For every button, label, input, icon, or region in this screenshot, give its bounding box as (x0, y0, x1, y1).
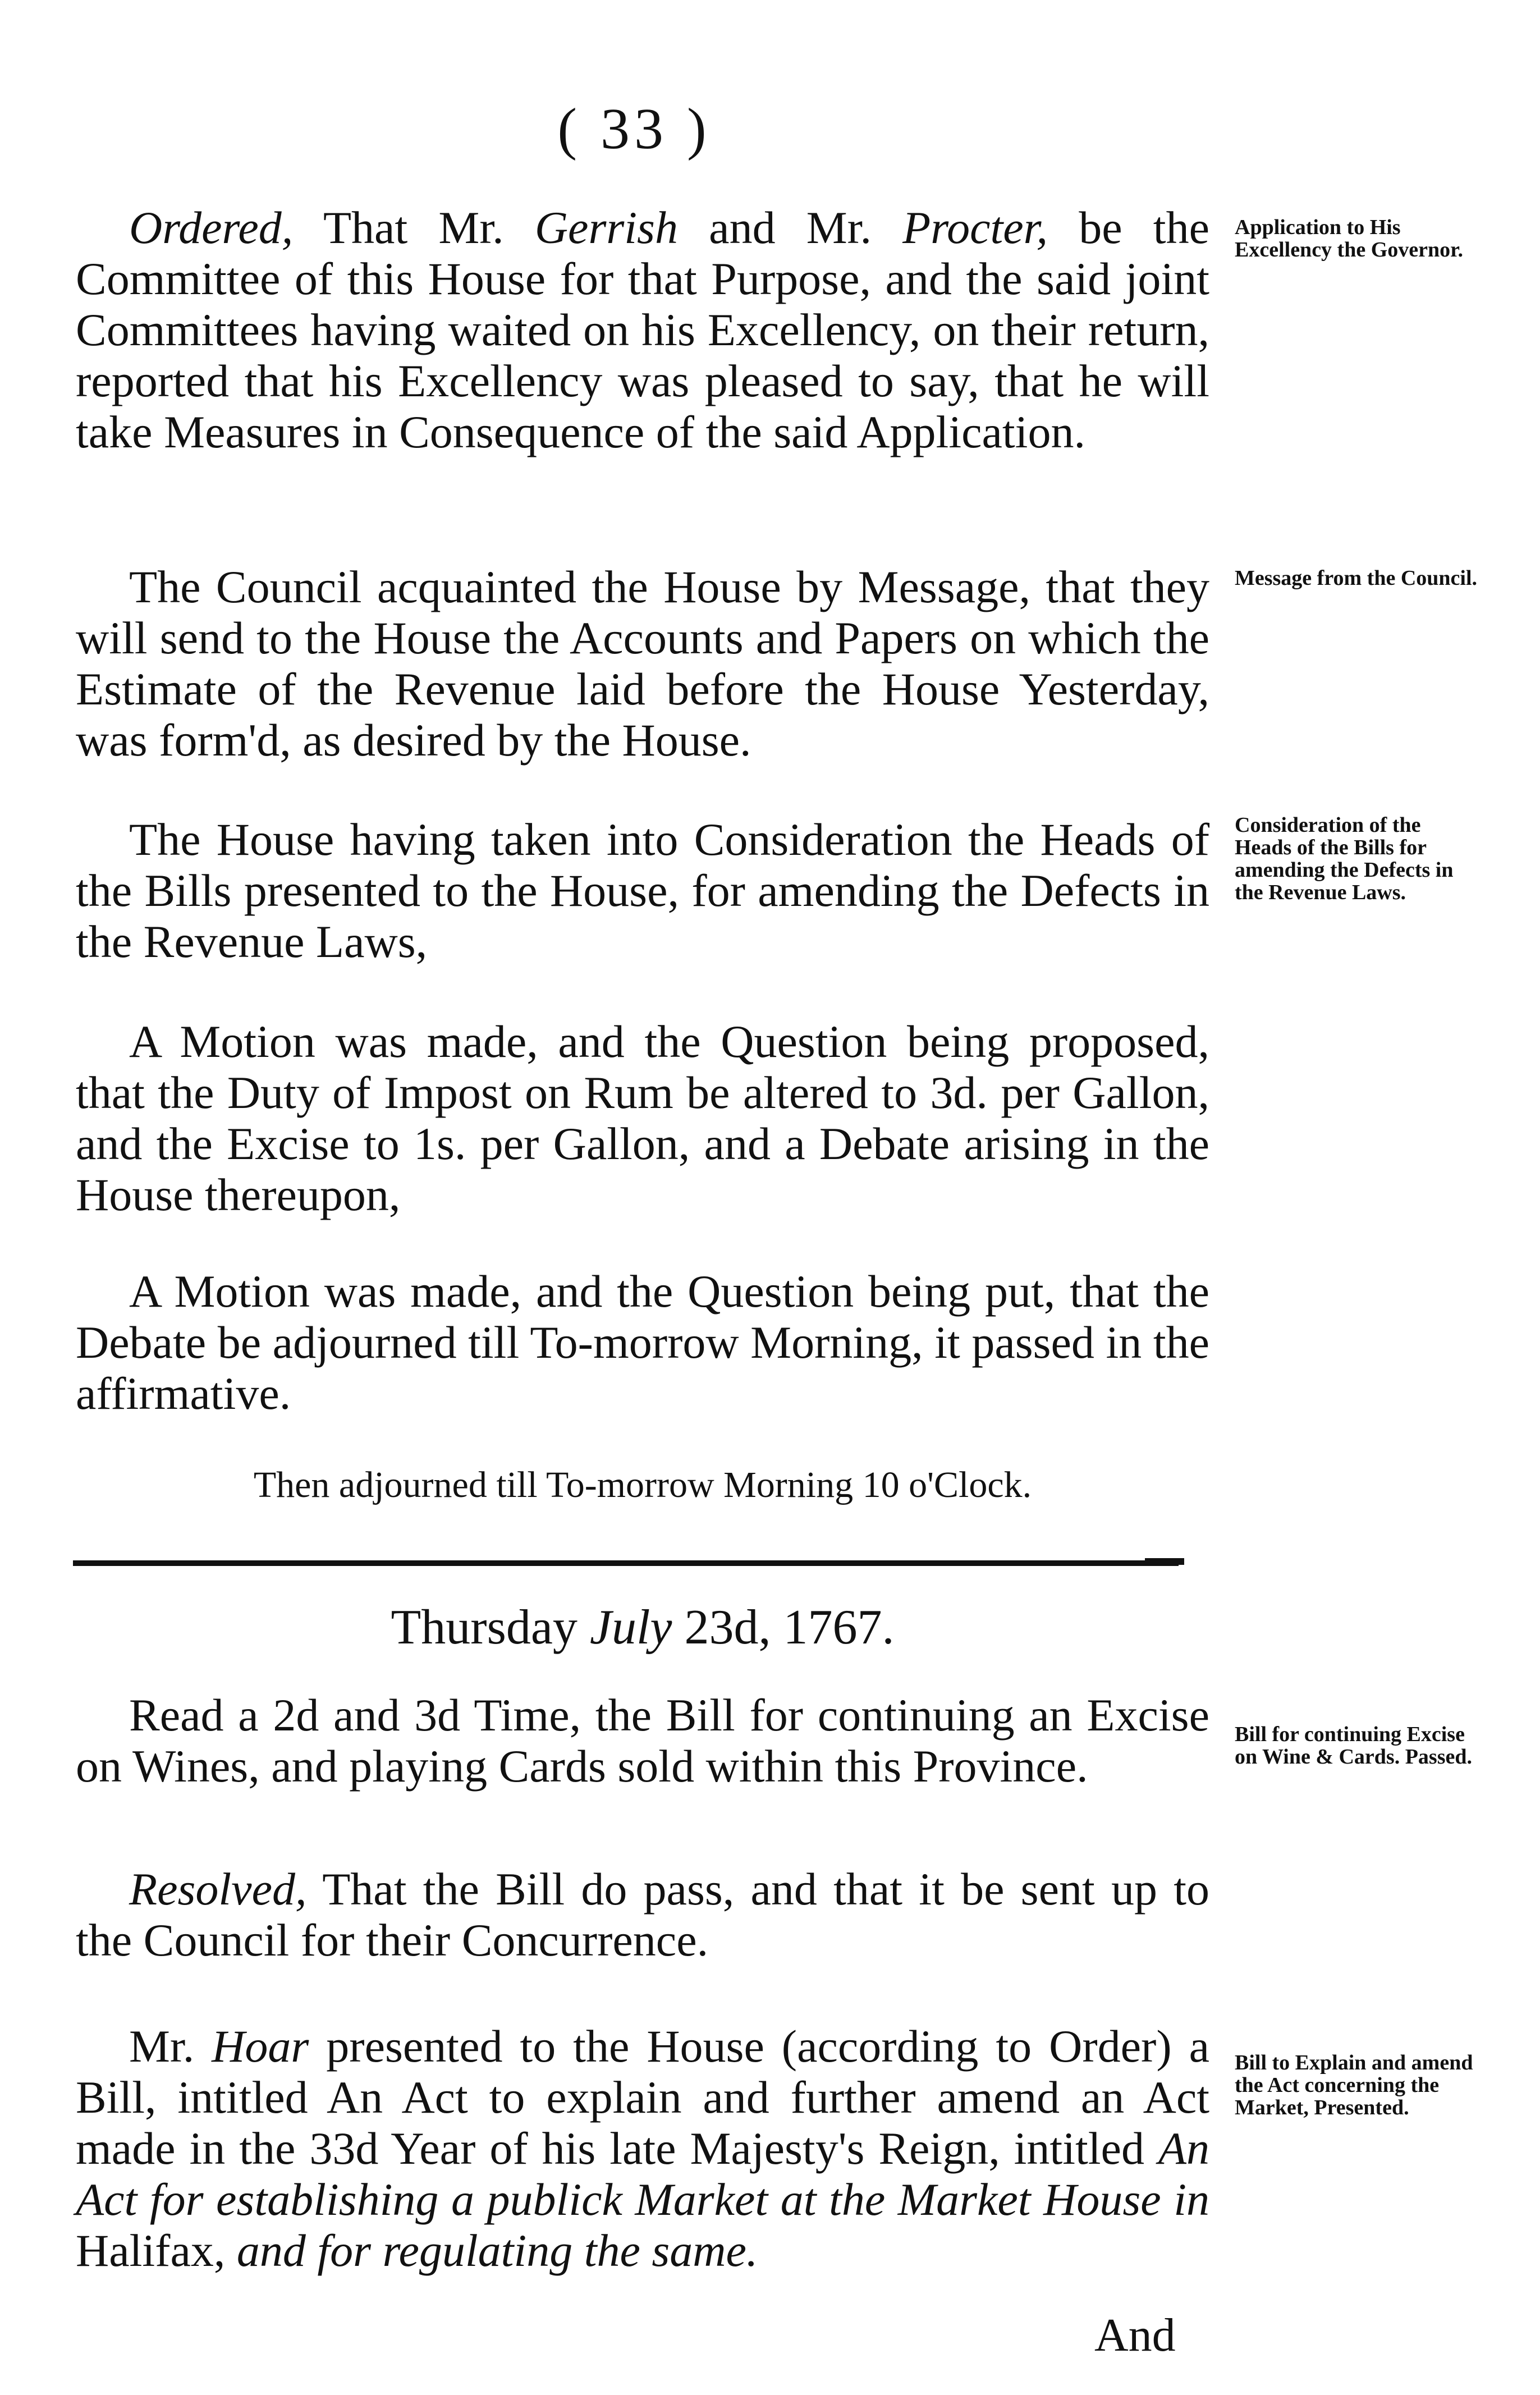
text-run: presented to the House (according to Order) a Bill, intitled An Act to explain and further amend an Act made in the 33d Year of his late Majesty's Reign, intitled (76, 2021, 1209, 2174)
margin-note-application: Application to His Excellency the Governor. (1235, 216, 1464, 262)
paragraph-text: Read a 2d and 3d Time, the Bill for continuing an Excise on Wines, and playing Cards sold within this Province. (76, 1689, 1209, 1792)
ordered-label: Ordered, (129, 202, 294, 253)
margin-note-consideration: Consideration of the Heads of the Bills for amending the Defects in the Revenue Laws. (1235, 813, 1454, 904)
text-run: That Mr. (293, 202, 535, 253)
member-name-gerrish: Gerrish (534, 202, 678, 253)
paragraph-ordered (76, 202, 1209, 457)
resolved-label: Resolved, (129, 1863, 307, 1915)
paragraph-text: The Council acquainted the House by Message, that they will send to the House the Accounts and Papers on which the Estimate of the Revenue laid before the House Yesterday, was form'd, as desired by the House. (76, 561, 1209, 766)
paragraph-motion-adjourn (76, 1266, 1209, 1419)
date-rest: 23d, 1767. (672, 1600, 895, 1655)
text-run: Mr. (129, 2021, 212, 2072)
paragraph-resolved (76, 1863, 1209, 1966)
paragraph-text: The House having taken into Consideration the Heads of the Bills presented to the House, for amending the Defects in the Revenue Laws, (76, 814, 1209, 967)
paragraph-council-message (76, 561, 1209, 766)
date-month: July (589, 1600, 672, 1655)
member-name-procter: Procter, (902, 202, 1048, 253)
paragraph-read-bill (76, 1689, 1209, 1792)
text-run: and Mr. (677, 202, 903, 253)
margin-note-market-bill: Bill to Explain and amend the Act concerning the Market, Presented. (1235, 2051, 1473, 2119)
date-heading (76, 1600, 1209, 1656)
margin-note-message: Message from the Council. (1235, 566, 1478, 590)
text-run: That the Bill do pass, and that it be sent up to the Council for their Concurrence. (76, 1863, 1209, 1966)
paragraph-text: A Motion was made, and the Question being proposed, that the Duty of Impost on Rum be altered to 3d. per Gallon, and the Excise to 1s. per Gallon, and a Debate arising in the House thereupon, (76, 1016, 1209, 1220)
catchword: And (1094, 2309, 1176, 2361)
paragraph-hoar-bill (76, 2021, 1209, 2276)
paragraph-text: A Motion was made, and the Question being put, that the Debate be adjourned till To-morrow Morning, it passed in the affirmative. (76, 1266, 1209, 1419)
paragraph-motion-duty (76, 1016, 1209, 1220)
place-name: Halifax, (76, 2225, 226, 2276)
act-title-tail: and for regulating the same. (225, 2225, 758, 2276)
act-title: An Act for establishing a publick Market at the Market House in (76, 2123, 1209, 2225)
adjourned-line: Then adjourned till To-morrow Morning 10 o'Clock. (253, 1464, 1032, 1505)
page-number: ( 33 ) (557, 97, 711, 161)
member-name-hoar: Hoar (212, 2021, 309, 2072)
date-day: Thursday (391, 1600, 590, 1655)
text-run: be the Committee of this House for that Purpose, and the said joint Committees having waited on his Excellency, on their return, reported that his Excellency was pleased to say, that he will take Measures in Consequence of the said Application. (76, 202, 1209, 457)
section-divider (73, 1560, 1179, 1566)
paragraph-consideration (76, 814, 1209, 967)
divider-tick (1145, 1558, 1184, 1565)
margin-note-excise-bill: Bill for continuing Excise on Wine & Cards. Passed. (1235, 1723, 1472, 1769)
paragraph-adjourned (76, 1459, 1209, 1510)
